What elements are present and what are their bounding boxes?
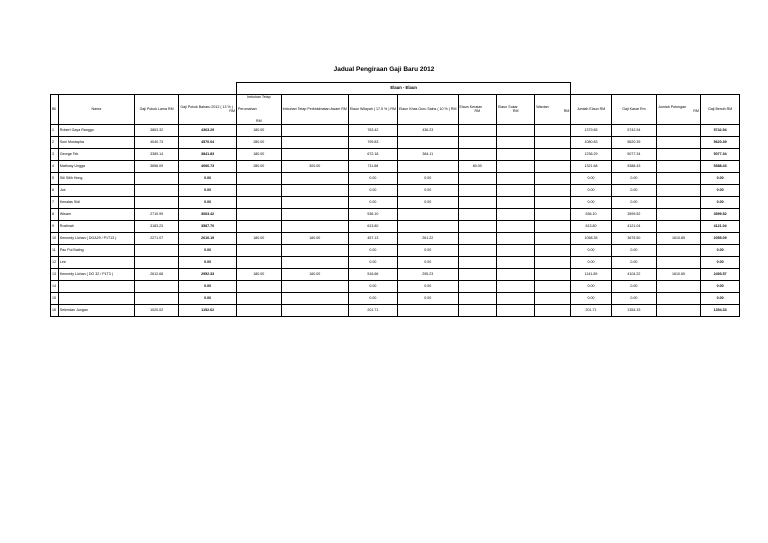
row-jumlah-potongan: 1610.85 <box>657 232 701 244</box>
row-gaji-baru: 4066.73 <box>179 160 237 172</box>
row-nama: Kenalas Sidi <box>58 196 134 208</box>
row-perumahan: 180.00 <box>236 148 281 160</box>
row-elaun-sukar <box>497 304 535 316</box>
row-elaun-keraian <box>458 172 497 184</box>
row-jumlah-potongan <box>657 208 701 220</box>
row-gaji-baru: 0.00 <box>179 196 237 208</box>
table-row <box>51 232 768 244</box>
row-jumlah-elaun: 0.00 <box>571 280 611 292</box>
row-elaun-khas: 0.00 <box>398 196 459 208</box>
row-elaun-keraian <box>458 304 497 316</box>
row-wardan <box>535 208 571 220</box>
row-gaji-lama <box>134 184 179 196</box>
header-perumahan-unit: RM <box>256 119 262 124</box>
row-elaun-khas <box>398 136 459 148</box>
row-elaun-sukar <box>497 172 535 184</box>
row-elaun-keraian <box>458 280 497 292</box>
row-elaun-sukar <box>497 280 535 292</box>
row-imbuhan-awam <box>281 124 348 136</box>
header-perumahan-top: Imbuhan Tetap <box>246 94 271 99</box>
row-wardan <box>535 148 571 160</box>
row-bil: 15 <box>51 292 59 304</box>
row-nama: Mathusy Ungga <box>58 160 134 172</box>
row-bil: 10 <box>51 232 59 244</box>
row-nama: Siti Sitih Hong <box>58 172 134 184</box>
row-elaun-sukar <box>497 256 535 268</box>
row-elaun-sukar <box>497 196 535 208</box>
row-gaji-bersih: 4121.04 <box>700 220 740 232</box>
row-imbuhan-awam <box>281 148 348 160</box>
row-bil: 12 <box>51 256 59 268</box>
row-gaji-lama <box>134 256 179 268</box>
table-row <box>51 304 768 316</box>
row-imbuhan-awam <box>281 196 348 208</box>
row-jumlah-potongan <box>657 256 701 268</box>
row-gaji-baru: 3841.83 <box>179 148 237 160</box>
row-gaji-kasar: 5742.94 <box>611 124 656 136</box>
row-bil: 7 <box>51 196 59 208</box>
row-bil: 11 <box>51 244 59 256</box>
row-imbuhan-awam <box>281 292 348 304</box>
row-wardan <box>535 160 571 172</box>
row-elaun-khas: 0.00 <box>398 292 459 304</box>
table-row <box>51 256 768 268</box>
row-gaji-lama <box>134 196 179 208</box>
row-gaji-lama: 2612.68 <box>134 268 179 280</box>
row-wardan <box>535 220 571 232</box>
row-elaun-sukar <box>497 148 535 160</box>
row-imbuhan-awam <box>281 136 348 148</box>
row-gaji-kasar: 0.00 <box>611 244 656 256</box>
header-gaji-baru-unit: RM <box>229 109 235 113</box>
row-elaun-sukar <box>497 268 535 280</box>
row-elaun-khas <box>398 304 459 316</box>
row-nama: Selendan Jungan <box>58 304 134 316</box>
row-gaji-lama: 3656.09 <box>134 160 179 172</box>
row-elaun-khas <box>398 220 459 232</box>
table-row <box>51 268 768 280</box>
row-perumahan <box>236 184 281 196</box>
row-jumlah-elaun: 1141.89 <box>571 268 611 280</box>
row-gaji-bersih: 0.00 <box>700 196 740 208</box>
row-gaji-bersih: 0.00 <box>700 280 740 292</box>
header-elaun-sukar-unit: RM <box>512 109 519 113</box>
row-elaun-wilayah: 613.80 <box>348 220 397 232</box>
row-gaji-bersih: 1354.33 <box>700 304 740 316</box>
row-gaji-kasar: 0.00 <box>611 184 656 196</box>
row-gaji-kasar: 0.00 <box>611 172 656 184</box>
table-row <box>51 124 768 136</box>
row-wardan <box>535 304 571 316</box>
table-row <box>51 280 768 292</box>
row-elaun-keraian <box>458 184 497 196</box>
row-elaun-keraian <box>458 196 497 208</box>
header-imbuhan-awam: Imbuhan Tetap Perkhidmatan Awam RM <box>281 94 348 124</box>
row-gaji-baru: 0.00 <box>179 184 237 196</box>
row-elaun-sukar <box>497 136 535 148</box>
row-gaji-lama <box>134 280 179 292</box>
row-bil: 4 <box>51 160 59 172</box>
row-gaji-kasar: 0.00 <box>611 196 656 208</box>
row-elaun-wilayah: 0.00 <box>348 184 397 196</box>
row-jumlah-elaun: 1080.83 <box>571 136 611 148</box>
row-jumlah-potongan <box>657 220 701 232</box>
row-gaji-bersih: 0.00 <box>700 256 740 268</box>
row-perumahan: 180.00 <box>236 232 281 244</box>
row-elaun-khas: 384.11 <box>398 148 459 160</box>
row-elaun-wilayah: 763.42 <box>348 124 397 136</box>
row-perumahan <box>236 292 281 304</box>
row-gaji-bersih: 0.00 <box>700 244 740 256</box>
row-wardan <box>535 292 571 304</box>
row-gaji-baru: 0.00 <box>179 172 237 184</box>
row-jumlah-potongan <box>657 196 701 208</box>
header-elaun-keraian-unit: RM <box>474 109 481 113</box>
row-jumlah-elaun: 0.00 <box>571 172 611 184</box>
row-gaji-bersih: 5620.39 <box>700 136 740 148</box>
row-imbuhan-awam <box>281 304 348 316</box>
header-elaun-khas: Elaun Khas Guru Sains ( 10 % ) RM <box>398 94 459 124</box>
row-wardan <box>535 172 571 184</box>
header-gaji-baru-label: Gaji Pokok Baharu 2012 ( 13 % ) <box>180 104 233 109</box>
row-jumlah-elaun: 0.00 <box>571 292 611 304</box>
row-elaun-khas: 0.00 <box>398 172 459 184</box>
row-elaun-wilayah: 0.00 <box>348 172 397 184</box>
row-perumahan <box>236 208 281 220</box>
row-imbuhan-awam <box>281 280 348 292</box>
row-gaji-kasar: 1354.33 <box>611 304 656 316</box>
row-jumlah-elaun: 613.80 <box>571 220 611 232</box>
header-wardan-label: Wardan <box>536 104 549 109</box>
row-perumahan <box>236 256 281 268</box>
row-elaun-sukar <box>497 124 535 136</box>
row-elaun-khas <box>398 160 459 172</box>
row-jumlah-potongan <box>657 184 701 196</box>
header-jumlah-potongan-label: Jumlah Potongan <box>658 104 687 109</box>
row-nama: Pau Pui Bating <box>58 244 134 256</box>
table-row <box>51 196 768 208</box>
row-elaun-sukar <box>497 184 535 196</box>
row-jumlah-potongan <box>657 172 701 184</box>
row-elaun-wilayah: 799.83 <box>348 136 397 148</box>
row-gaji-bersih: 0.00 <box>700 292 740 304</box>
row-elaun-wilayah: 516.66 <box>348 268 397 280</box>
row-gaji-kasar: 4121.04 <box>611 220 656 232</box>
row-nama: Kennedy Lichan ( DGA29 / P1T13 ) <box>58 232 134 244</box>
row-imbuhan-awam <box>281 184 348 196</box>
row-jumlah-potongan <box>657 244 701 256</box>
row-gaji-lama: 3389.14 <box>134 148 179 160</box>
row-bil: 16 <box>51 304 59 316</box>
header-gaji-kasar: Gaji Kasar Rm <box>611 94 656 124</box>
row-nama: George Tek <box>58 148 134 160</box>
row-jumlah-elaun: 0.00 <box>571 256 611 268</box>
table-row <box>51 244 768 256</box>
row-gaji-kasar: 5620.39 <box>611 136 656 148</box>
row-wardan <box>535 268 571 280</box>
row-jumlah-elaun: 536.10 <box>571 208 611 220</box>
row-bil: 6 <box>51 184 59 196</box>
row-elaun-wilayah: 672.18 <box>348 148 397 160</box>
table-row <box>51 172 768 184</box>
row-imbuhan-awam <box>281 208 348 220</box>
row-wardan <box>535 124 571 136</box>
row-gaji-baru: 4363.29 <box>179 124 237 136</box>
row-elaun-sukar <box>497 244 535 256</box>
row-elaun-wilayah: 0.00 <box>348 292 397 304</box>
row-jumlah-elaun: 1321.68 <box>571 160 611 172</box>
row-jumlah-elaun: 1236.29 <box>571 148 611 160</box>
row-imbuhan-awam <box>281 244 348 256</box>
row-elaun-wilayah: 711.68 <box>348 160 397 172</box>
row-elaun-khas: 261.22 <box>398 232 459 244</box>
row-nama: Wisam <box>58 208 134 220</box>
table-row <box>51 292 768 304</box>
row-nama: Joe <box>58 184 134 196</box>
row-jumlah-potongan <box>657 304 701 316</box>
row-gaji-baru: 0.00 <box>179 256 237 268</box>
row-bil: 2 <box>51 136 59 148</box>
row-perumahan <box>236 220 281 232</box>
row-wardan <box>535 184 571 196</box>
row-perumahan: 180.00 <box>236 268 281 280</box>
row-elaun-sukar <box>497 208 535 220</box>
table-row <box>51 220 768 232</box>
row-gaji-bersih: 5077.34 <box>700 148 740 160</box>
row-jumlah-potongan <box>657 280 701 292</box>
row-perumahan: 180.00 <box>236 124 281 136</box>
row-jumlah-elaun: 201.71 <box>571 304 611 316</box>
row-gaji-lama: 3183.23 <box>134 220 179 232</box>
row-gaji-kasar: 0.00 <box>611 280 656 292</box>
column-headers <box>51 94 768 124</box>
row-elaun-khas: 0.00 <box>398 244 459 256</box>
row-wardan <box>535 232 571 244</box>
row-nama <box>58 280 134 292</box>
row-gaji-kasar: 3675.50 <box>611 232 656 244</box>
row-bil: 8 <box>51 208 59 220</box>
row-imbuhan-awam: 300.00 <box>281 160 348 172</box>
row-jumlah-elaun: 0.00 <box>571 184 611 196</box>
row-nama: Roslinah <box>58 220 134 232</box>
row-nama <box>58 292 134 304</box>
row-gaji-kasar: 0.00 <box>611 292 656 304</box>
salary-table <box>50 82 768 317</box>
header-bil: Bil <box>51 94 59 124</box>
row-jumlah-potongan <box>657 160 701 172</box>
row-elaun-keraian <box>458 256 497 268</box>
row-elaun-sukar <box>497 232 535 244</box>
row-elaun-keraian <box>458 268 497 280</box>
row-perumahan <box>236 280 281 292</box>
row-elaun-wilayah: 0.00 <box>348 256 397 268</box>
row-perumahan <box>236 244 281 256</box>
header-elaun-wilayah: Elaun Wilayah ( 17.5 % ) RM <box>348 94 397 124</box>
header-gaji-lama: Gaji Pokok Lama RM <box>134 94 179 124</box>
row-elaun-keraian <box>458 232 497 244</box>
row-perumahan <box>236 304 281 316</box>
row-elaun-keraian <box>458 136 497 148</box>
row-gaji-baru: 0.00 <box>179 292 237 304</box>
header-perumahan-mid: Perumahan <box>237 106 257 111</box>
header-elaun-sukar <box>497 94 535 124</box>
row-wardan <box>535 196 571 208</box>
row-elaun-wilayah: 0.00 <box>348 244 397 256</box>
row-elaun-khas: 0.00 <box>398 280 459 292</box>
row-gaji-baru: 3063.42 <box>179 208 237 220</box>
row-nama: Soni Mustapha <box>58 136 134 148</box>
table-row <box>51 184 768 196</box>
row-jumlah-elaun: 0.00 <box>571 196 611 208</box>
row-wardan <box>535 244 571 256</box>
row-gaji-lama: 2271.07 <box>134 232 179 244</box>
table-row <box>51 160 768 172</box>
header-wardan <box>535 94 571 124</box>
row-perumahan <box>236 196 281 208</box>
row-bil: 14 <box>51 280 59 292</box>
row-bil: 5 <box>51 172 59 184</box>
row-gaji-kasar: 5077.34 <box>611 148 656 160</box>
row-nama: Lee <box>58 256 134 268</box>
row-jumlah-potongan <box>657 124 701 136</box>
header-jumlah-potongan <box>657 94 701 124</box>
row-elaun-khas: 295.23 <box>398 268 459 280</box>
row-gaji-bersih: 0.00 <box>700 172 740 184</box>
row-jumlah-elaun: 1379.65 <box>571 124 611 136</box>
row-elaun-sukar <box>497 220 535 232</box>
row-elaun-keraian: 60.00 <box>458 160 497 172</box>
header-gaji-baru <box>179 94 237 124</box>
row-imbuhan-awam: 160.00 <box>281 268 348 280</box>
row-elaun-khas: 0.00 <box>398 184 459 196</box>
row-gaji-lama <box>134 292 179 304</box>
row-bil: 1 <box>51 124 59 136</box>
row-elaun-wilayah: 457.13 <box>348 232 397 244</box>
row-elaun-keraian <box>458 124 497 136</box>
row-jumlah-elaun: 1058.35 <box>571 232 611 244</box>
row-jumlah-elaun: 0.00 <box>571 244 611 256</box>
row-gaji-bersih: 0.00 <box>700 184 740 196</box>
row-gaji-kasar: 0.00 <box>611 256 656 268</box>
row-bil: 3 <box>51 148 59 160</box>
row-gaji-lama: 2710.99 <box>134 208 179 220</box>
row-jumlah-potongan <box>657 148 701 160</box>
table-row <box>51 208 768 220</box>
row-nama: Kennedy Lichan ( DG 32 / P1T3 ) <box>58 268 134 280</box>
page-title: Jadual Pengiraan Gaji Baru 2012 <box>333 66 435 73</box>
row-jumlah-potongan <box>657 136 701 148</box>
row-gaji-baru: 1152.62 <box>179 304 237 316</box>
row-imbuhan-awam: 160.00 <box>281 232 348 244</box>
header-jumlah-potongan-unit: RM <box>693 109 699 113</box>
header-gaji-bersih: Gaji Bersih RM <box>700 94 740 124</box>
row-imbuhan-awam <box>281 256 348 268</box>
row-gaji-baru: 0.00 <box>179 244 237 256</box>
row-elaun-keraian <box>458 208 497 220</box>
row-elaun-keraian <box>458 244 497 256</box>
row-gaji-bersih: 5388.43 <box>700 160 740 172</box>
row-bil: 9 <box>51 220 59 232</box>
header-jumlah-elaun: Jumlah Elaun RM <box>571 94 611 124</box>
row-elaun-khas <box>398 208 459 220</box>
table-row <box>51 148 768 160</box>
row-nama: Robert Gaya Ranggo <box>58 124 134 136</box>
row-elaun-wilayah: 0.00 <box>348 196 397 208</box>
row-gaji-lama <box>134 244 179 256</box>
row-gaji-kasar: 4104.22 <box>611 268 656 280</box>
row-elaun-khas: 436.23 <box>398 124 459 136</box>
row-bil: 13 <box>51 268 59 280</box>
row-jumlah-potongan: 1610.65 <box>657 268 701 280</box>
row-elaun-khas: 0.00 <box>398 256 459 268</box>
row-perumahan: 280.00 <box>236 136 281 148</box>
row-elaun-wilayah: 0.00 <box>348 280 397 292</box>
row-elaun-keraian <box>458 292 497 304</box>
row-gaji-bersih: 2493.57 <box>700 268 740 280</box>
row-gaji-baru: 4570.04 <box>179 136 237 148</box>
row-jumlah-potongan <box>657 292 701 304</box>
row-elaun-wilayah: 201.71 <box>348 304 397 316</box>
elaun-group-header: Elaun - Elaun <box>236 83 570 95</box>
row-gaji-lama: 4040.73 <box>134 136 179 148</box>
row-imbuhan-awam <box>281 172 348 184</box>
row-gaji-baru: 2952.33 <box>179 268 237 280</box>
row-gaji-lama <box>134 172 179 184</box>
header-elaun-keraian-label: Elaun Keraian <box>459 104 483 109</box>
row-elaun-keraian <box>458 148 497 160</box>
row-gaji-bersih: 2055.09 <box>700 232 740 244</box>
row-gaji-lama: 3863.32 <box>134 124 179 136</box>
header-elaun-keraian <box>458 94 497 124</box>
row-gaji-kasar: 5388.43 <box>611 160 656 172</box>
row-gaji-bersih: 5742.94 <box>700 124 740 136</box>
row-elaun-wilayah: 536.10 <box>348 208 397 220</box>
header-perumahan <box>236 94 281 124</box>
row-wardan <box>535 256 571 268</box>
row-gaji-kasar: 3599.52 <box>611 208 656 220</box>
header-nama: Nama <box>58 94 134 124</box>
row-gaji-baru: 3587.70 <box>179 220 237 232</box>
table-row <box>51 136 768 148</box>
header-wardan-unit: RM <box>563 109 570 113</box>
row-perumahan <box>236 172 281 184</box>
row-elaun-sukar <box>497 160 535 172</box>
row-elaun-keraian <box>458 220 497 232</box>
row-wardan <box>535 136 571 148</box>
row-gaji-baru: 0.00 <box>179 280 237 292</box>
row-wardan <box>535 280 571 292</box>
row-gaji-baru: 2610.19 <box>179 232 237 244</box>
header-elaun-sukar-label: Elaun Sukar <box>498 104 518 109</box>
row-elaun-sukar <box>497 292 535 304</box>
row-perumahan: 280.00 <box>236 160 281 172</box>
row-gaji-bersih: 3599.52 <box>700 208 740 220</box>
row-imbuhan-awam <box>281 220 348 232</box>
row-gaji-lama: 1020.02 <box>134 304 179 316</box>
